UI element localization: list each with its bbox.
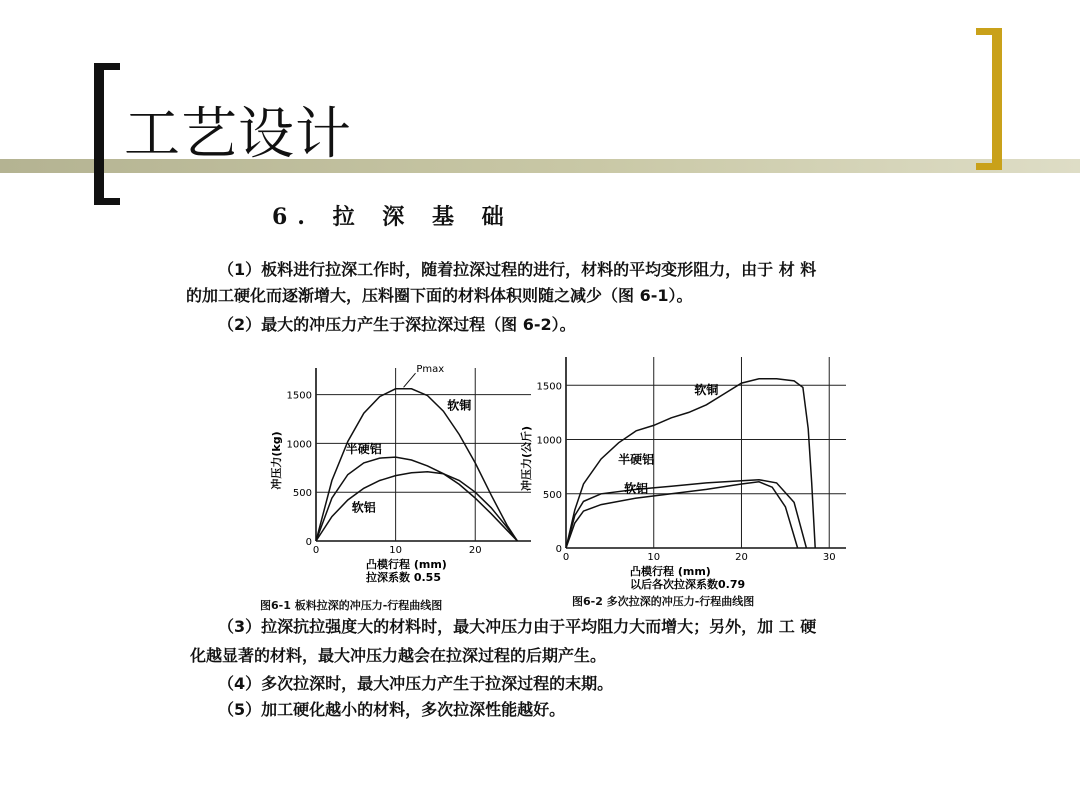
series-label-1: 半硬铝 bbox=[345, 442, 382, 457]
peak-label: Pmax bbox=[416, 364, 445, 376]
x-tick-label: 0 bbox=[562, 552, 570, 563]
y-axis-label: 冲压力(kg) bbox=[270, 431, 283, 490]
figure-6-1-chart bbox=[258, 360, 558, 600]
paragraph-4: （4）多次拉深时，最大冲压力产生于拉深过程的末期。 bbox=[218, 674, 614, 693]
x-tick-label: 0 bbox=[312, 545, 320, 556]
series-line-1 bbox=[566, 480, 806, 548]
peak-pointer bbox=[404, 373, 416, 387]
section-title: 6. 拉 深 基 础 bbox=[272, 204, 514, 230]
x-tick-label: 20 bbox=[468, 545, 482, 556]
series-line-0 bbox=[566, 379, 815, 548]
x-axis-label: 凸模行程 (mm) bbox=[366, 558, 447, 571]
paragraph-1-line-1: （1）板料进行拉深工作时，随着拉深过程的进行，材料的平均变形阻力，由于 材 料 bbox=[218, 260, 817, 279]
x-axis-label: 凸模行程 (mm) bbox=[630, 565, 711, 578]
figure-6-2-chart bbox=[518, 352, 838, 592]
y-tick-label: 1500 bbox=[286, 390, 312, 402]
paragraph-3-line-1: （3）拉深抗拉强度大的材料时，最大冲压力由于平均阻力大而增大；另外，加 工 硬 bbox=[218, 617, 817, 636]
x-tick-label: 10 bbox=[647, 552, 661, 563]
chart-subtitle: 拉深系数 0.55 bbox=[366, 571, 441, 584]
x-tick-label: 30 bbox=[822, 552, 836, 563]
right-bracket-ornament bbox=[976, 28, 1002, 170]
figure-6-2-caption: 图6-2 多次拉深的冲压力-行程曲线图 bbox=[572, 595, 755, 608]
chart-subtitle: 以后各次拉深系数0.79 bbox=[630, 578, 746, 591]
slide-title: 工艺设计 bbox=[124, 102, 352, 167]
series-label-0: 软铜 bbox=[694, 382, 719, 397]
y-tick-label: 1500 bbox=[536, 381, 562, 393]
y-tick-label: 1000 bbox=[536, 435, 562, 447]
y-tick-label: 0 bbox=[305, 537, 312, 548]
y-tick-label: 500 bbox=[542, 489, 562, 501]
series-line-0 bbox=[316, 389, 517, 541]
y-tick-label: 0 bbox=[555, 544, 562, 555]
series-line-2 bbox=[566, 482, 798, 548]
series-label-0: 软铜 bbox=[447, 398, 472, 413]
left-bracket-ornament bbox=[94, 63, 120, 205]
y-tick-label: 500 bbox=[292, 488, 312, 500]
y-tick-label: 1000 bbox=[286, 439, 312, 451]
series-label-2: 软铝 bbox=[351, 500, 376, 515]
paragraph-2: （2）最大的冲压力产生于深拉深过程（图 6-2）。 bbox=[218, 315, 576, 334]
series-line-2 bbox=[316, 472, 517, 541]
figure-6-1-caption: 图6-1 板料拉深的冲压力-行程曲线图 bbox=[260, 599, 443, 612]
paragraph-5: （5）加工硬化越小的材料，多次拉深性能越好。 bbox=[218, 700, 566, 719]
series-label-2: 软铝 bbox=[624, 481, 649, 496]
x-tick-label: 20 bbox=[735, 552, 748, 563]
paragraph-1-line-2: 的加工硬化而逐渐增大，压料圈下面的材料体积则随之减少（图 6-1）。 bbox=[186, 286, 693, 305]
x-tick-label: 10 bbox=[389, 545, 402, 556]
paragraph-3-line-2: 化越显著的材料，最大冲压力越会在拉深过程的后期产生。 bbox=[190, 646, 607, 665]
series-label-1: 半硬铝 bbox=[618, 452, 655, 467]
y-axis-label: 冲压力(公斤) bbox=[520, 425, 533, 492]
series-line-1 bbox=[316, 457, 517, 541]
